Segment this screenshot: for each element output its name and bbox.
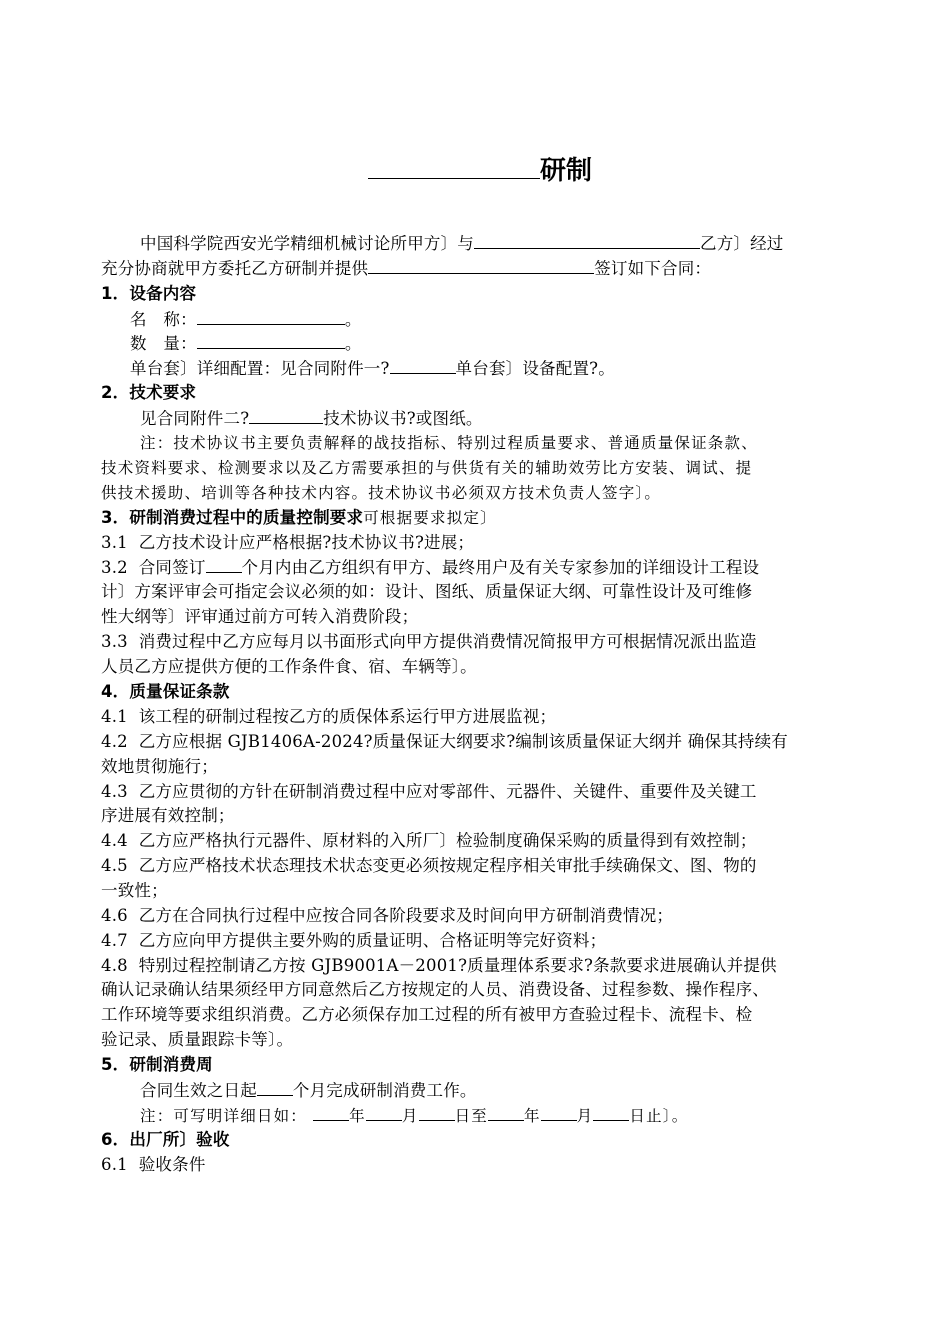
section-6-heading: 6．出厂所〕验收 bbox=[101, 1130, 230, 1149]
title-text: 研制 bbox=[540, 156, 593, 186]
item-3-3-line-2: 人员乙方应提供方便的工作条件食、宿、车辆等〕。 bbox=[101, 657, 477, 676]
item-4-5-line-2: 一致性； bbox=[101, 881, 168, 900]
device-qty-line: 数 量： 。 bbox=[130, 334, 362, 353]
period-note: 注：可写明详细日如： 年 月 日至 年 月 日止〕。 bbox=[140, 1107, 689, 1125]
title-blank bbox=[368, 152, 540, 179]
item-4-2-line-2: 效地贯彻施行； bbox=[101, 757, 218, 776]
section-5-heading: 5．研制消费周 bbox=[101, 1055, 213, 1074]
intro-line-2: 充分协商就甲方委托乙方研制并提供 签订如下合同： bbox=[101, 259, 712, 278]
device-name-blank bbox=[197, 309, 345, 325]
item-4-6: 4.6 乙方在合同执行过程中应按合同各阶段要求及时间向甲方研制消费情况； bbox=[101, 906, 674, 925]
item-4-3-line-2: 序进展有效控制； bbox=[101, 806, 235, 825]
start-day-blank bbox=[419, 1105, 455, 1121]
item-4-8-line-4: 验记录、质量跟踪卡等〕。 bbox=[101, 1030, 294, 1049]
product-blank bbox=[368, 258, 594, 274]
item-6-1: 6.1 验收条件 bbox=[101, 1155, 206, 1174]
start-year-blank bbox=[313, 1105, 349, 1121]
item-3-3-line-1: 3.3 消费过程中乙方应每月以书面形式向甲方提供消费情况简报甲方可根据情况派出监造 bbox=[101, 632, 757, 651]
section-1-heading: 1．设备内容 bbox=[101, 284, 197, 303]
item-4-1: 4.1 该工程的研制过程按乙方的质保体系运行甲方进展监视； bbox=[101, 707, 557, 726]
end-day-blank bbox=[593, 1105, 629, 1121]
item-3-2-line-3: 性大纲等〕评审通过前方可转入消费阶段； bbox=[101, 607, 419, 626]
intro-line-1: 中国科学院西安光学精细机械讨论所甲方〕与 乙方〕经过 bbox=[140, 234, 784, 253]
tech-note-3: 供技术援助、培训等各种技术内容。技术协议书必须双方技术负责人签字〕。 bbox=[101, 484, 662, 502]
tech-note-1: 注：技术协议书主要负责解释的战技指标、特别过程质量要求、普通质量保证条款、 bbox=[140, 434, 758, 452]
item-4-2-line-1: 4.2 乙方应根据 GJB1406A-2024?质量保证大纲要求?编制该质量保证大纲并 确保其持续有 bbox=[101, 732, 789, 751]
end-year-blank bbox=[488, 1105, 524, 1121]
end-month-blank bbox=[541, 1105, 577, 1121]
period-months-blank bbox=[257, 1080, 293, 1096]
section-2-heading: 2．技术要求 bbox=[101, 383, 197, 402]
section-4-heading: 4．质量保证条款 bbox=[101, 682, 230, 701]
item-3-2-line-2: 计〕方案评审会可指定会议必须的如：设计、图纸、质量保证大纲、可靠性设计及可维修 bbox=[101, 582, 753, 601]
section-3-heading: 3．研制消费过程中的质量控制要求可根据要求拟定〕 bbox=[101, 508, 497, 527]
item-3-1: 3.1 乙方技术设计应严格根据?技术协议书?进展； bbox=[101, 533, 475, 552]
months-blank bbox=[206, 557, 242, 573]
item-4-4: 4.4 乙方应严格执行元器件、原材料的入所厂〕检验制度确保采购的质量得到有效控制； bbox=[101, 831, 757, 850]
start-month-blank bbox=[366, 1105, 402, 1121]
item-4-7: 4.7 乙方应向甲方提供主要外购的质量证明、合格证明等完好资料； bbox=[101, 931, 607, 950]
item-3-2-line-1: 3.2 合同签订 个月内由乙方组织有甲方、最终用户及有关专家参加的详细设计工程设 bbox=[101, 558, 760, 577]
tech-note-2: 技术资料要求、检测要求以及乙方需要承担的与供货有关的辅助效劳比方安装、调试、提 bbox=[101, 459, 753, 477]
party-b-blank bbox=[474, 233, 700, 249]
tech-req-line: 见合同附件二? 技术协议书?或图纸。 bbox=[140, 409, 483, 428]
tech-agreement-blank bbox=[249, 408, 323, 424]
item-4-8-line-1: 4.8 特别过程控制请乙方按 GJB9001A－2001?质量理体系要求?条款要求进展确认并提供 bbox=[101, 956, 777, 975]
item-4-8-line-2: 确认记录确认结果须经甲方同意然后乙方按规定的人员、消费设备、过程参数、操作程序、 bbox=[101, 980, 769, 999]
device-qty-blank bbox=[197, 333, 345, 349]
item-4-8-line-3: 工作环境等要求组织消费。乙方必须保存加工过程的所有被甲方查验过程卡、流程卡、检 bbox=[101, 1005, 753, 1024]
device-config-line: 单台套〕详细配置：见合同附件一? 单台套〕设备配置?。 bbox=[130, 359, 615, 378]
page-title bbox=[368, 152, 592, 188]
item-4-3-line-1: 4.3 乙方应贯彻的方针在研制消费过程中应对零部件、元器件、关键件、重要件及关键工 bbox=[101, 782, 757, 801]
config-blank bbox=[390, 358, 456, 374]
item-4-5-line-1: 4.5 乙方应严格技术状态理技术状态变更必须按规定程序相关审批手续确保文、图、物的 bbox=[101, 856, 757, 875]
period-line: 合同生效之日起 个月完成研制消费工作。 bbox=[140, 1081, 477, 1100]
device-name-line: 名 称： 。 bbox=[130, 310, 362, 329]
